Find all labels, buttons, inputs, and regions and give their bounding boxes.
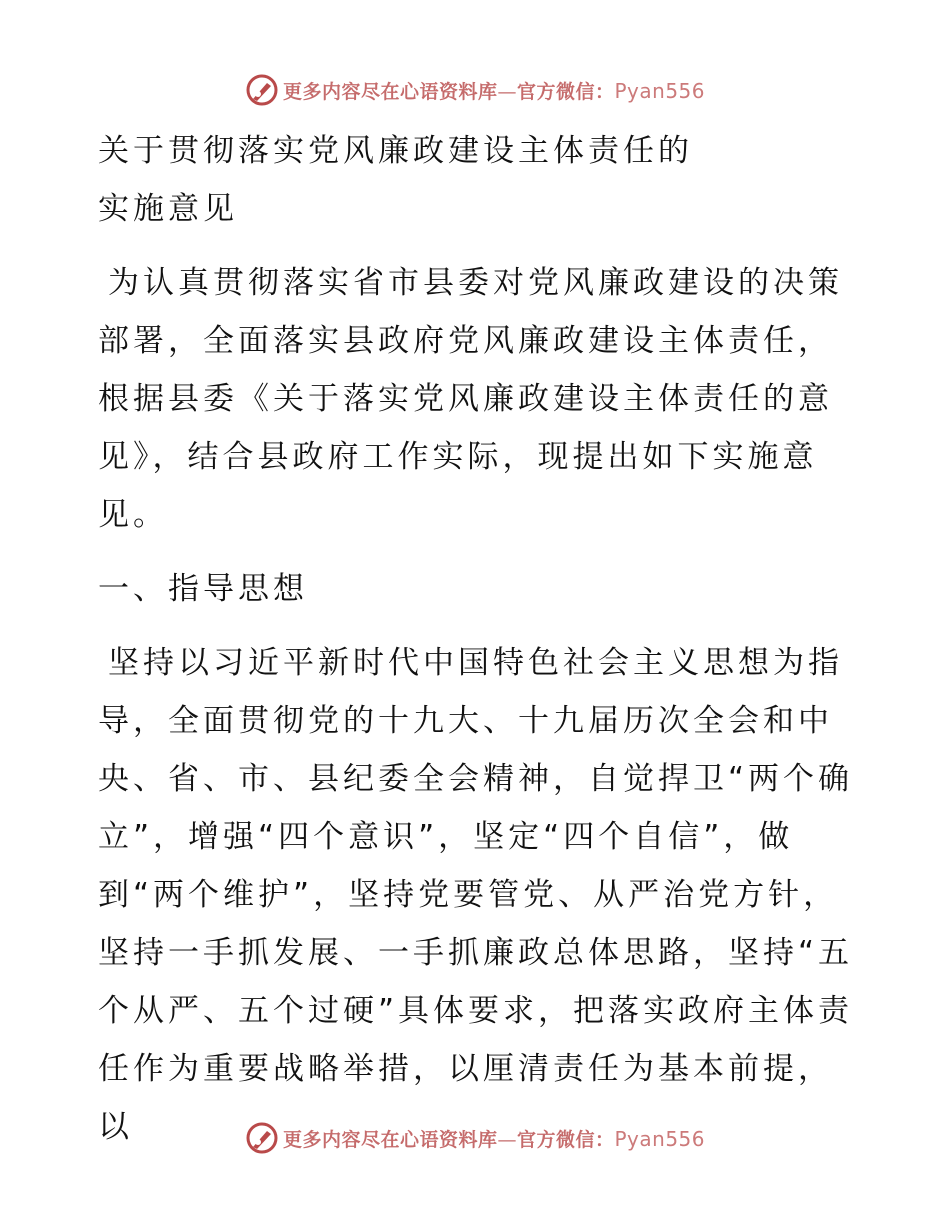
- document-title-line2: 实施意见: [98, 191, 238, 227]
- section-heading: 一、指导思想: [98, 571, 308, 607]
- pen-in-circle-icon: [245, 73, 279, 107]
- intro-paragraph: 为认真贯彻落实省市县委对党风廉政建设的决策部署，全面落实县政府党风廉政建设主体责任，根据县委《关于落实党风廉政建设主体责任的意见》，结合县政府工作实际，现提出如下实施意见。: [98, 265, 843, 533]
- watermark-text: 更多内容尽在心语资料库—官方微信：Pyan556: [282, 1126, 706, 1151]
- document-title-line1: 关于贯彻落实党风廉政建设主体责任的: [98, 133, 693, 169]
- wechat-handle: Pyan556: [614, 1126, 706, 1151]
- wechat-handle: Pyan556: [614, 78, 706, 103]
- watermark-text: 更多内容尽在心语资料库—官方微信：Pyan556: [282, 78, 706, 103]
- section-paragraph: 坚持以习近平新时代中国特色社会主义思想为指导，全面贯彻党的十九大、十九届历次全会和中央、省、市、县纪委全会精神，自觉捍卫“两个确立”，增强“四个意识”，坚定“四个自信”，做到“两个维护”，坚持党要管党、从严治党方针，坚持一手抓发展、一手抓廉政总体思路，坚持“五个从严、五个过硬”具体要求，把落实政府主体责任作为重要战略举措，以厘清责任为基本前提，以: [98, 645, 854, 1145]
- header-watermark-banner: [0, 70, 950, 110]
- pen-in-circle-icon: [245, 1121, 279, 1155]
- document-body: [98, 122, 858, 1156]
- footer-watermark-banner: [0, 1118, 950, 1158]
